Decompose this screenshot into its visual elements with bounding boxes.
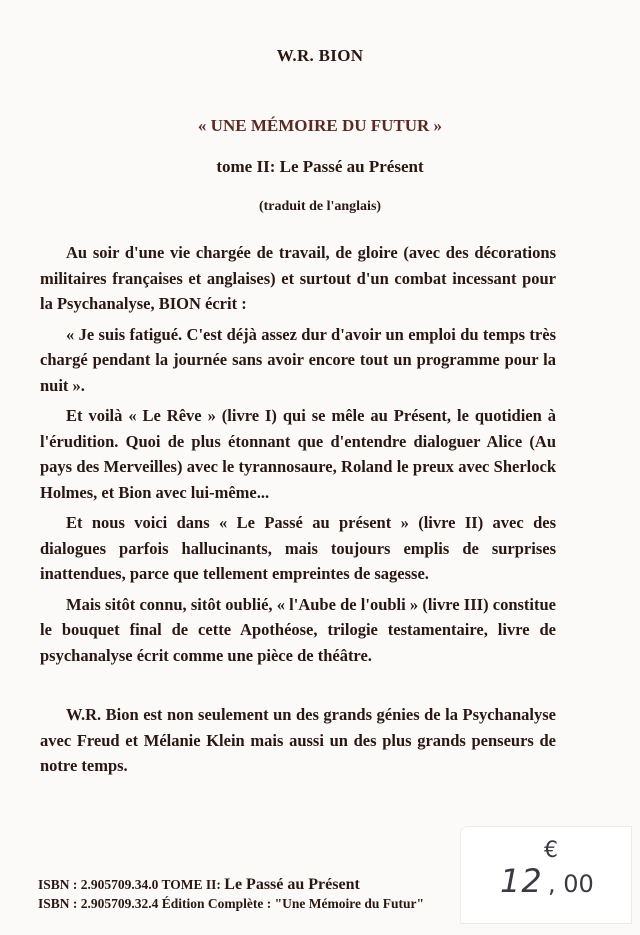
- price-euros: 12: [500, 862, 543, 900]
- isbn-line-1: [38, 876, 360, 894]
- author-name: W.R. BION: [276, 46, 364, 65]
- isbn-1-number: ISBN : 2.905709.34.0 TOME II:: [38, 877, 221, 892]
- volume-subtitle: tome II: Le Passé au Présent: [216, 157, 424, 176]
- isbn-line-2: ISBN : 2.905709.32.4 Édition Complète : "Une Mémoire du Futur": [38, 896, 424, 911]
- paragraph-closing: W.R. Bion est non seulement un des grands génies de la Psychanalyse avec Freud et Mélanie Klein mais aussi un des plus grands penseurs de notre temps.: [40, 705, 556, 775]
- book-title: « UNE MÉMOIRE DU FUTUR »: [197, 116, 443, 135]
- isbn-1-title: Le Passé au Présent: [224, 876, 360, 893]
- blurb-text: [40, 240, 556, 784]
- paragraph-4: Et nous voici dans « Le Passé au présent » (livre II) avec des dialogues parfois hallucinants, mais toujours emplis de surprises inattendues, parce que tellement empreintes de sagesse.: [40, 513, 556, 583]
- translation-note: (traduit de l'anglais): [258, 199, 382, 214]
- price-currency: €: [544, 838, 558, 863]
- paragraph-1: Au soir d'une vie chargée de travail, de gloire (avec des décorations militaires françaises et anglaises) et surtout d'un combat incessant pour la Psychanalyse, BION écrit :: [40, 243, 556, 313]
- paragraph-5: Mais sitôt connu, sitôt oublié, « l'Aube de l'oubli » (livre III) constitue le bouquet final de cette Apothéose, trilogie testamentaire, livre de psychanalyse écrit comme une pièce de théâtre.: [40, 594, 556, 665]
- paragraph-3: Et voilà « Le Rêve » (livre I) qui se mêle au Présent, le quotidien à l'érudition. Quoi de plus étonnant que d'entendre dialoguer Alice (Au pays des Merveilles) avec le tyrannosaure, Roland le preux avec Sherlock Holmes, et Bion avec lui-même...: [40, 406, 556, 502]
- price-cents: , 00: [548, 870, 594, 898]
- paragraph-2: « Je suis fatigué. C'est déjà assez dur d'avoir un emploi du temps très chargé pendant la journée sans avoir encore tout un programme pour la nuit ».: [40, 324, 556, 395]
